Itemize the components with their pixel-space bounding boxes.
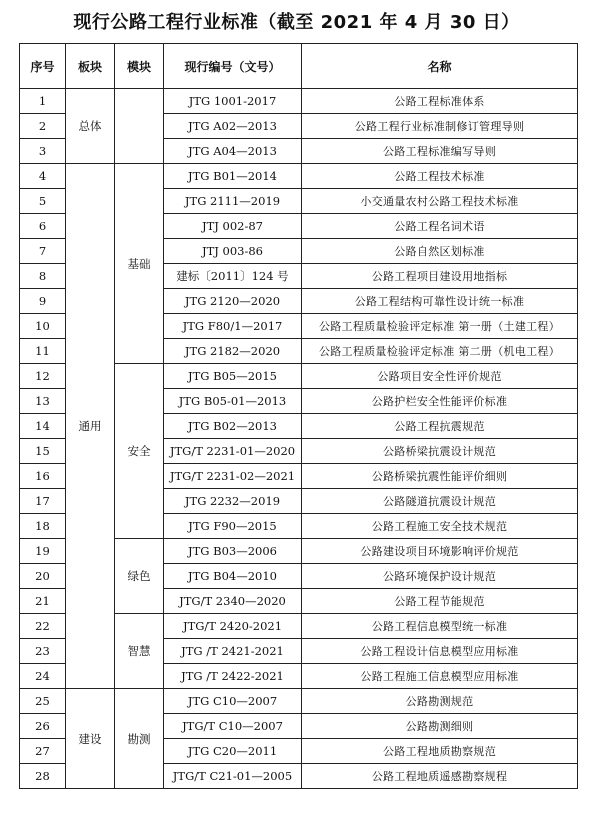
row-no: 6 [20, 214, 66, 239]
row-code: JTG 2120—2020 [164, 289, 302, 314]
module-cell-lvse: 绿色 [115, 539, 164, 614]
row-no: 12 [20, 364, 66, 389]
row-no: 26 [20, 714, 66, 739]
row-name: 小交通量农村公路工程技术标准 [302, 189, 578, 214]
row-no: 16 [20, 464, 66, 489]
row-code: JTJ 002-87 [164, 214, 302, 239]
row-name: 公路勘测细则 [302, 714, 578, 739]
row-code: JTG A04—2013 [164, 139, 302, 164]
row-name: 公路建设项目环境影响评价规范 [302, 539, 578, 564]
row-name: 公路工程行业标准制修订管理导则 [302, 114, 578, 139]
row-no: 18 [20, 514, 66, 539]
row-name: 公路工程抗震规范 [302, 414, 578, 439]
row-name: 公路工程施工信息模型应用标准 [302, 664, 578, 689]
row-name: 公路护栏安全性能评价标准 [302, 389, 578, 414]
module-cell-empty [115, 89, 164, 164]
row-code: JTG/T C10—2007 [164, 714, 302, 739]
row-name: 公路工程信息模型统一标准 [302, 614, 578, 639]
row-name: 公路工程结构可靠性设计统一标准 [302, 289, 578, 314]
row-no: 11 [20, 339, 66, 364]
row-no: 25 [20, 689, 66, 714]
row-code: 建标〔2011〕124 号 [164, 264, 302, 289]
row-code: JTG/T 2231-01—2020 [164, 439, 302, 464]
row-no: 3 [20, 139, 66, 164]
row-no: 27 [20, 739, 66, 764]
row-name: 公路工程设计信息模型应用标准 [302, 639, 578, 664]
standards-table [19, 43, 578, 789]
row-no: 17 [20, 489, 66, 514]
row-no: 7 [20, 239, 66, 264]
row-no: 23 [20, 639, 66, 664]
row-code: JTG F90—2015 [164, 514, 302, 539]
row-no: 13 [20, 389, 66, 414]
page-title: 现行公路工程行业标准（截至 2021 年 4 月 30 日） [73, 12, 520, 33]
row-name: 公路桥梁抗震设计规范 [302, 439, 578, 464]
row-no: 19 [20, 539, 66, 564]
row-no: 9 [20, 289, 66, 314]
row-name: 公路工程施工安全技术规范 [302, 514, 578, 539]
row-code: JTG B03—2006 [164, 539, 302, 564]
row-name: 公路桥梁抗震性能评价细则 [302, 464, 578, 489]
row-no: 10 [20, 314, 66, 339]
row-code: JTG/T 2420-2021 [164, 614, 302, 639]
table-row [20, 89, 578, 114]
row-code: JTG /T 2422-2021 [164, 664, 302, 689]
row-name: 公路工程质量检验评定标准 第二册（机电工程） [302, 339, 578, 364]
row-name: 公路勘测规范 [302, 689, 578, 714]
row-code: JTG/T 2231-02—2021 [164, 464, 302, 489]
row-name: 公路工程项目建设用地指标 [302, 264, 578, 289]
row-name: 公路工程节能规范 [302, 589, 578, 614]
table-row [20, 689, 578, 714]
module-cell-zhihui: 智慧 [115, 614, 164, 689]
row-code: JTG A02—2013 [164, 114, 302, 139]
row-code: JTG 2182—2020 [164, 339, 302, 364]
row-code: JTG B02—2013 [164, 414, 302, 439]
row-no: 20 [20, 564, 66, 589]
row-code: JTG/T C21-01—2005 [164, 764, 302, 789]
row-code: JTG B05—2015 [164, 364, 302, 389]
header-section: 板块 [66, 44, 115, 89]
header-no: 序号 [20, 44, 66, 89]
row-name: 公路环境保护设计规范 [302, 564, 578, 589]
row-code: JTG C10—2007 [164, 689, 302, 714]
row-no: 22 [20, 614, 66, 639]
row-name: 公路自然区划标准 [302, 239, 578, 264]
header-code: 现行编号（文号） [164, 44, 302, 89]
row-code: JTG 1001-2017 [164, 89, 302, 114]
table-header-row [20, 44, 578, 89]
row-code: JTJ 003-86 [164, 239, 302, 264]
table-row [20, 164, 578, 189]
row-name: 公路工程地质遥感勘察规程 [302, 764, 578, 789]
module-cell-kance: 勘测 [115, 689, 164, 789]
row-name: 公路工程名词术语 [302, 214, 578, 239]
row-name: 公路工程地质勘察规范 [302, 739, 578, 764]
row-no: 24 [20, 664, 66, 689]
section-cell-zongti: 总体 [66, 89, 115, 164]
row-no: 4 [20, 164, 66, 189]
row-code: JTG B04—2010 [164, 564, 302, 589]
row-no: 14 [20, 414, 66, 439]
row-code: JTG/T 2340—2020 [164, 589, 302, 614]
row-name: 公路工程技术标准 [302, 164, 578, 189]
header-name: 名称 [302, 44, 578, 89]
row-code: JTG B01—2014 [164, 164, 302, 189]
row-name: 公路工程质量检验评定标准 第一册（土建工程） [302, 314, 578, 339]
row-no: 8 [20, 264, 66, 289]
row-name: 公路工程标准编写导则 [302, 139, 578, 164]
row-code: JTG F80/1—2017 [164, 314, 302, 339]
module-cell-anquan: 安全 [115, 364, 164, 539]
row-no: 5 [20, 189, 66, 214]
row-code: JTG C20—2011 [164, 739, 302, 764]
section-cell-jianshe: 建设 [66, 689, 115, 789]
row-code: JTG 2232—2019 [164, 489, 302, 514]
row-name: 公路隧道抗震设计规范 [302, 489, 578, 514]
section-cell-tongyong: 通用 [66, 164, 115, 689]
header-module: 模块 [115, 44, 164, 89]
row-no: 21 [20, 589, 66, 614]
row-name: 公路工程标准体系 [302, 89, 578, 114]
row-no: 28 [20, 764, 66, 789]
row-no: 15 [20, 439, 66, 464]
row-no: 2 [20, 114, 66, 139]
module-cell-jichu: 基础 [115, 164, 164, 364]
row-code: JTG /T 2421-2021 [164, 639, 302, 664]
row-no: 1 [20, 89, 66, 114]
row-code: JTG B05-01—2013 [164, 389, 302, 414]
row-name: 公路项目安全性评价规范 [302, 364, 578, 389]
row-code: JTG 2111—2019 [164, 189, 302, 214]
